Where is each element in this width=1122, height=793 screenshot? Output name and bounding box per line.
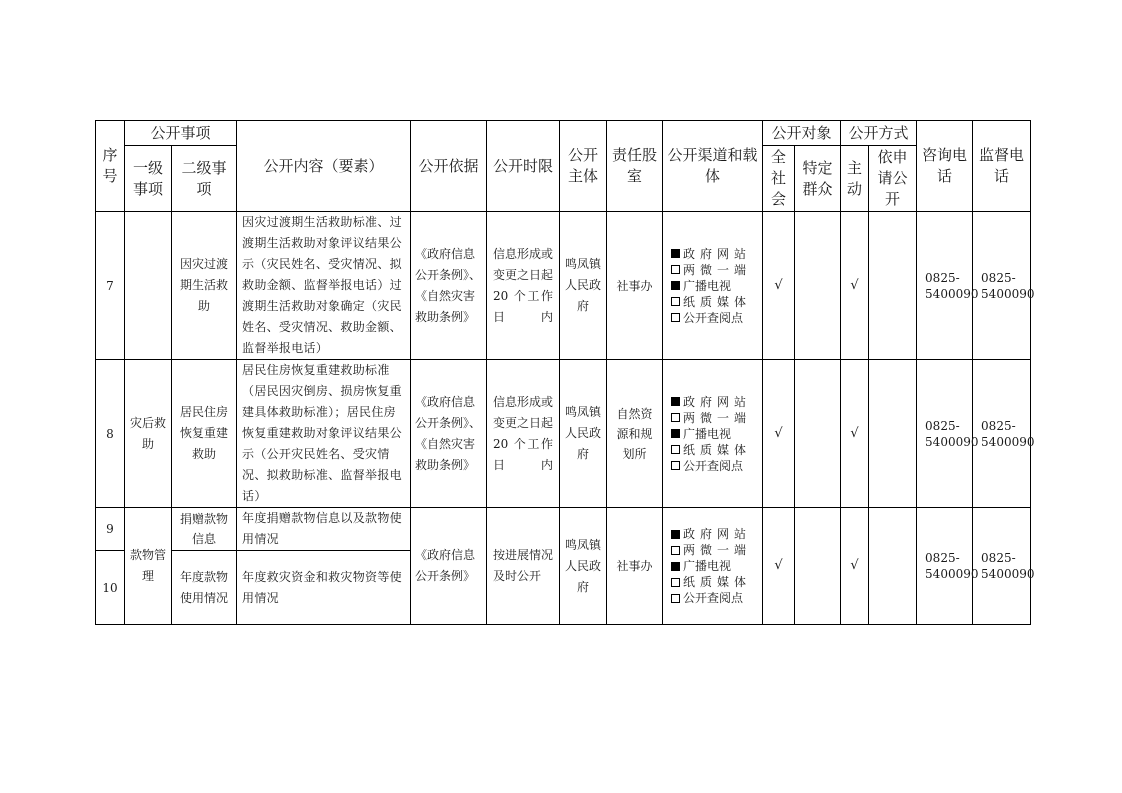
row-content: 年度救灾资金和救灾物资等使用情况	[237, 551, 411, 625]
header-subject: 公开主体	[560, 121, 607, 212]
disclosure-table	[95, 120, 1035, 625]
row-content: 居民住房恢复重建救助标准（居民因灾倒房、损房恢复重建具体救助标准）；居民住房恢复重建救助对象评议结果公示（公开灾民姓名、受灾情况、拟救助标准、监督举报电话）	[237, 360, 411, 508]
table-row	[96, 360, 1031, 508]
row-seq: 10	[96, 551, 125, 625]
row-dept: 社事办	[607, 508, 663, 625]
row-level1: 灾后救助	[125, 360, 172, 508]
row-method-active: √	[841, 360, 869, 508]
row-channel	[663, 212, 763, 360]
header-basis: 公开依据	[411, 121, 487, 212]
row-subject: 鸣凤镇人民政府	[560, 508, 607, 625]
row-supervise-tel: 0825-5400090	[973, 508, 1031, 625]
row-seq: 7	[96, 212, 125, 360]
checkbox-empty-icon	[671, 313, 680, 322]
row-supervise-tel: 0825-5400090	[973, 360, 1031, 508]
checkbox-empty-icon	[671, 297, 680, 306]
channel-item: 广播电视	[671, 426, 762, 442]
channel-item: 纸质媒体	[671, 442, 762, 458]
row-method-request	[869, 212, 917, 360]
row-basis: 《政府信息公开条例》、《自然灾害救助条例》	[411, 360, 487, 508]
channel-item: 公开查阅点	[671, 590, 762, 606]
channel-item: 公开查阅点	[671, 458, 762, 474]
row-method-active: √	[841, 508, 869, 625]
checkbox-empty-icon	[671, 265, 680, 274]
channel-item: 两微一端	[671, 262, 762, 278]
row-consult-tel: 0825-5400090	[917, 360, 973, 508]
row-time-limit: 按进展情况及时公开	[487, 508, 560, 625]
row-level2: 年度款物使用情况	[172, 551, 237, 625]
checkbox-filled-icon	[671, 562, 680, 571]
row-target-specific	[795, 212, 841, 360]
row-target-all: √	[763, 508, 795, 625]
checkbox-filled-icon	[671, 281, 680, 290]
row-level2: 捐赠款物信息	[172, 508, 237, 551]
row-method-request	[869, 508, 917, 625]
channel-item: 政府网站	[671, 526, 762, 542]
channel-item: 广播电视	[671, 558, 762, 574]
row-method-active: √	[841, 212, 869, 360]
channel-item: 政府网站	[671, 246, 762, 262]
row-level1	[125, 212, 172, 360]
checkbox-filled-icon	[671, 249, 680, 258]
row-dept: 社事办	[607, 212, 663, 360]
header-dept: 责任股室	[607, 121, 663, 212]
checkbox-filled-icon	[671, 429, 680, 438]
row-content: 年度捐赠款物信息以及款物使用情况	[237, 508, 411, 551]
row-basis: 《政府信息公开条例》	[411, 508, 487, 625]
header-target-all: 全社会	[763, 146, 795, 212]
checkbox-empty-icon	[671, 413, 680, 422]
row-target-specific	[795, 508, 841, 625]
row-consult-tel: 0825-5400090	[917, 508, 973, 625]
checkbox-empty-icon	[671, 461, 680, 470]
checkbox-empty-icon	[671, 445, 680, 454]
header-time-limit: 公开时限	[487, 121, 560, 212]
row-target-all: √	[763, 360, 795, 508]
checkbox-empty-icon	[671, 546, 680, 555]
checkbox-empty-icon	[671, 578, 680, 587]
channel-item: 广播电视	[671, 278, 762, 294]
row-supervise-tel: 0825-5400090	[973, 212, 1031, 360]
channel-item: 纸质媒体	[671, 294, 762, 310]
table-row	[96, 212, 1031, 360]
row-content: 因灾过渡期生活救助标准、过渡期生活救助对象评议结果公示（灾民姓名、受灾情况、拟救助金额、监督举报电话）过渡期生活救助对象确定（灾民姓名、受灾情况、救助金额、监督举报电话）	[237, 212, 411, 360]
channel-item: 两微一端	[671, 410, 762, 426]
row-level2: 因灾过渡期生活救助	[172, 212, 237, 360]
channel-item: 政府网站	[671, 394, 762, 410]
checkbox-empty-icon	[671, 594, 680, 603]
row-channel	[663, 360, 763, 508]
row-seq: 9	[96, 508, 125, 551]
checkbox-filled-icon	[671, 397, 680, 406]
channel-item: 公开查阅点	[671, 310, 762, 326]
row-time-limit: 信息形成或变更之日起 20 个工作日内	[487, 212, 560, 360]
header-level1: 一级事项	[125, 146, 172, 212]
header-target-specific: 特定群众	[795, 146, 841, 212]
row-target-all: √	[763, 212, 795, 360]
header-target: 公开对象	[763, 121, 841, 146]
header-public-items: 公开事项	[125, 121, 237, 146]
header-supervise-tel: 监督电话	[973, 121, 1031, 212]
channel-item: 纸质媒体	[671, 574, 762, 590]
header-level2: 二级事项	[172, 146, 237, 212]
header-method-active: 主动	[841, 146, 869, 212]
row-time-limit: 信息形成或变更之日起 20 个工作日内	[487, 360, 560, 508]
header-method-request: 依申请公开	[869, 146, 917, 212]
header-seq: 序号	[96, 121, 125, 212]
row-level2: 居民住房恢复重建救助	[172, 360, 237, 508]
row-dept: 自然资源和规划所	[607, 360, 663, 508]
row-seq: 8	[96, 360, 125, 508]
row-subject: 鸣凤镇人民政府	[560, 360, 607, 508]
row-level1: 款物管理	[125, 508, 172, 625]
row-channel	[663, 508, 763, 625]
checkbox-filled-icon	[671, 530, 680, 539]
header-method: 公开方式	[841, 121, 917, 146]
header-content: 公开内容（要素）	[237, 121, 411, 212]
channel-item: 两微一端	[671, 542, 762, 558]
row-subject: 鸣凤镇人民政府	[560, 212, 607, 360]
row-basis: 《政府信息公开条例》、《自然灾害救助条例》	[411, 212, 487, 360]
row-target-specific	[795, 360, 841, 508]
header-consult-tel: 咨询电话	[917, 121, 973, 212]
row-consult-tel: 0825-5400090	[917, 212, 973, 360]
table-row	[96, 508, 1031, 551]
row-method-request	[869, 360, 917, 508]
header-channel: 公开渠道和载体	[663, 121, 763, 212]
